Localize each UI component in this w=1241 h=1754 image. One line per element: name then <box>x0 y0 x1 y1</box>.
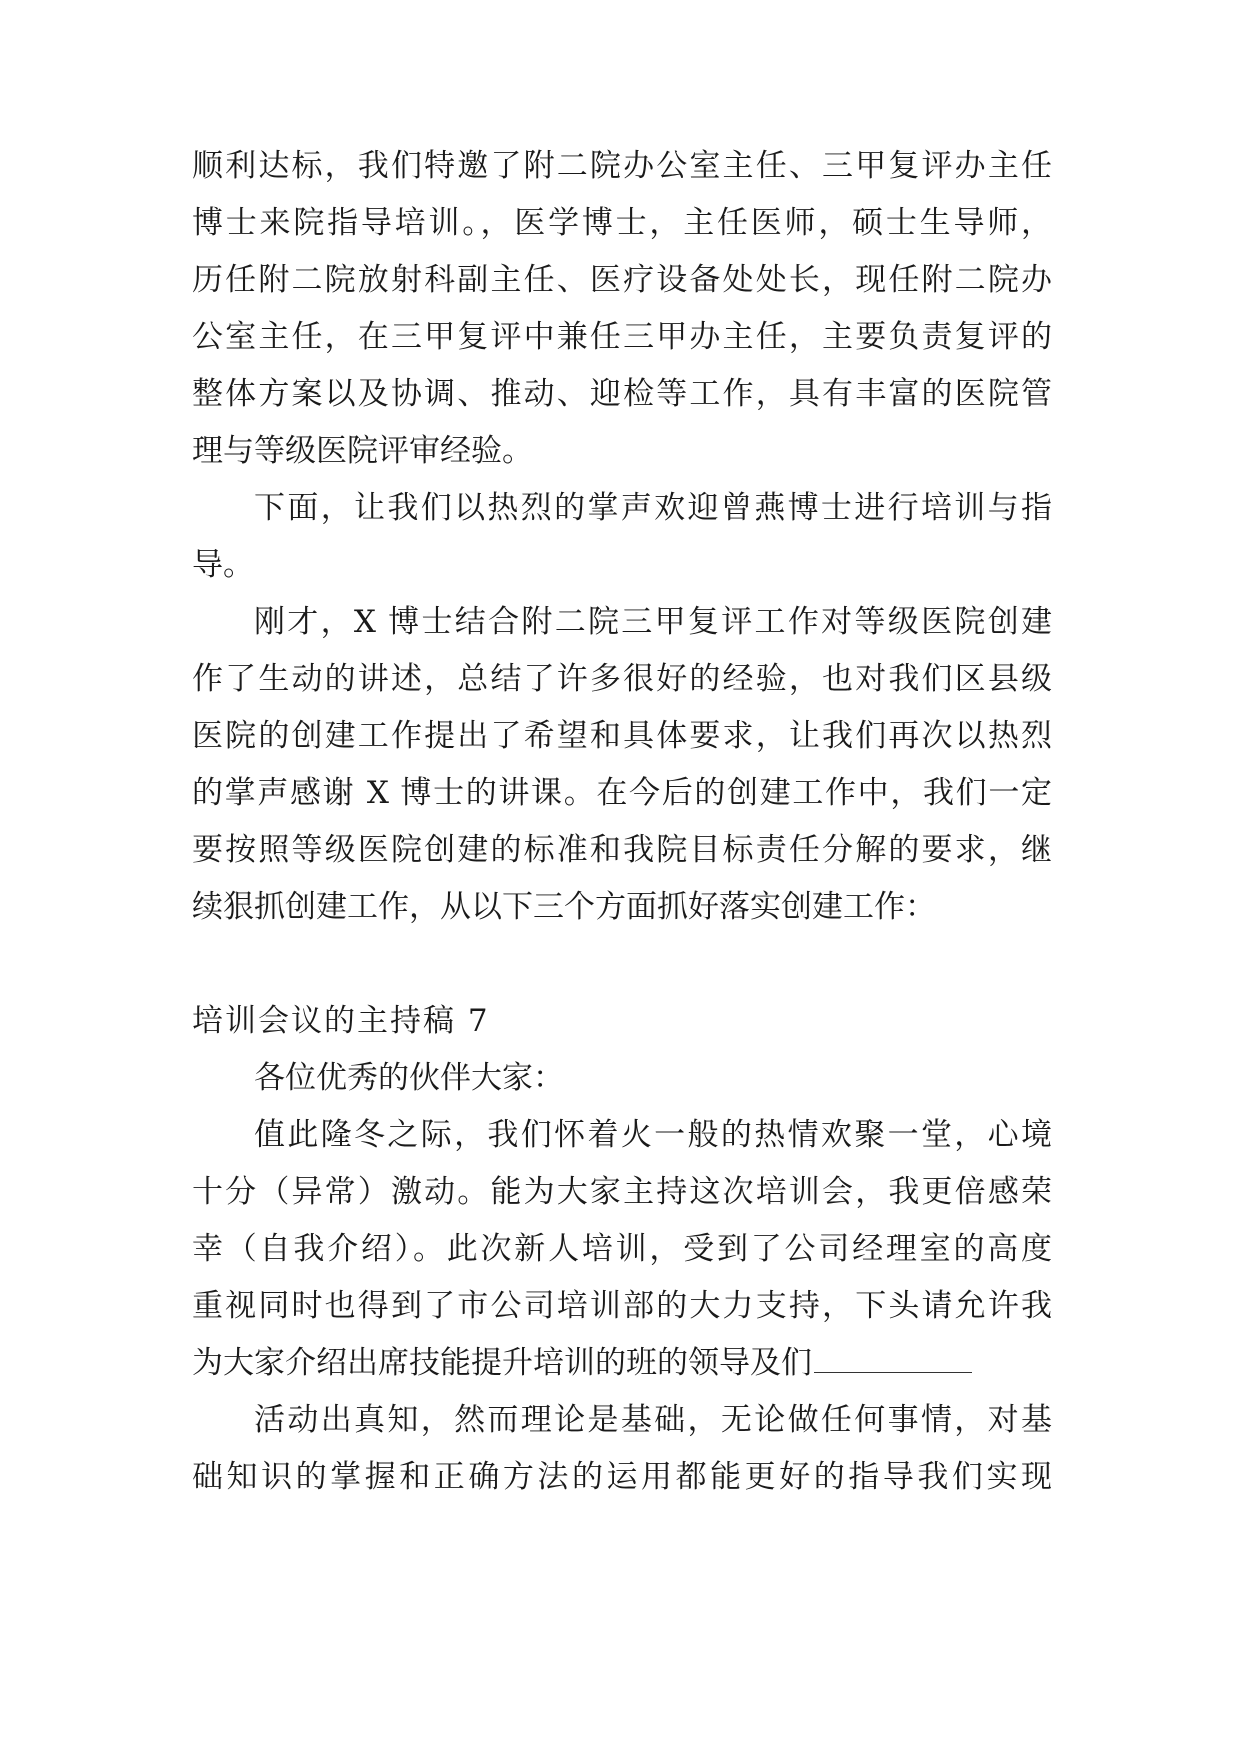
paragraph-line: 公室主任，在三甲复评中兼任三甲办主任，主要负责复评的 <box>192 319 1052 355</box>
paragraph-line: 值此隆冬之际，我们怀着火一般的热情欢聚一堂，心境 <box>254 1117 1052 1153</box>
paragraph-line: 十分（异常）激动。能为大家主持这次培训会，我更倍感荣 <box>192 1174 1052 1210</box>
greeting-line: 各位优秀的伙伴大家： <box>254 1060 564 1096</box>
paragraph-line: 活动出真知，然而理论是基础，无论做任何事情，对基 <box>254 1402 1052 1438</box>
paragraph-line: 幸（自我介绍）。此次新人培训，受到了公司经理室的高度 <box>192 1231 1052 1267</box>
paragraph-text: 为大家介绍出席技能提升培训的班的领导及们 <box>192 1345 812 1381</box>
paragraph-line: 础知识的掌握和正确方法的运用都能更好的指导我们实现 <box>192 1459 1052 1495</box>
paragraph-line: 重视同时也得到了市公司培训部的大力支持，下头请允许我 <box>192 1288 1052 1324</box>
paragraph-line: 刚才，X 博士结合附二院三甲复评工作对等级医院创建 <box>254 604 1052 640</box>
paragraph-line: 医院的创建工作提出了希望和具体要求，让我们再次以热烈 <box>192 718 1052 754</box>
paragraph-line: 整体方案以及协调、推动、迎检等工作，具有丰富的医院管 <box>192 376 1052 412</box>
paragraph-line-with-blank <box>192 1340 1052 1386</box>
paragraph-line: 导。 <box>192 547 254 583</box>
paragraph-line: 历任附二院放射科副主任、医疗设备处处长，现任附二院办 <box>192 262 1052 298</box>
paragraph-line: 理与等级医院评审经验。 <box>192 433 533 469</box>
section-heading: 培训会议的主持稿 7 <box>192 1003 490 1039</box>
paragraph-line: 要按照等级医院创建的标准和我院目标责任分解的要求，继 <box>192 832 1052 868</box>
paragraph-line: 博士来院指导培训。，医学博士，主任医师，硕士生导师， <box>192 205 1052 241</box>
fill-in-blank <box>814 1342 972 1373</box>
paragraph-line: 的掌声感谢 X 博士的讲课。在今后的创建工作中，我们一定 <box>192 775 1052 811</box>
paragraph-line: 下面，让我们以热烈的掌声欢迎曾燕博士进行培训与指 <box>254 490 1052 526</box>
paragraph-line: 作了生动的讲述，总结了许多很好的经验，也对我们区县级 <box>192 661 1052 697</box>
paragraph-line: 顺利达标，我们特邀了附二院办公室主任、三甲复评办主任 <box>192 148 1052 184</box>
paragraph-line: 续狠抓创建工作，从以下三个方面抓好落实创建工作： <box>192 889 936 925</box>
